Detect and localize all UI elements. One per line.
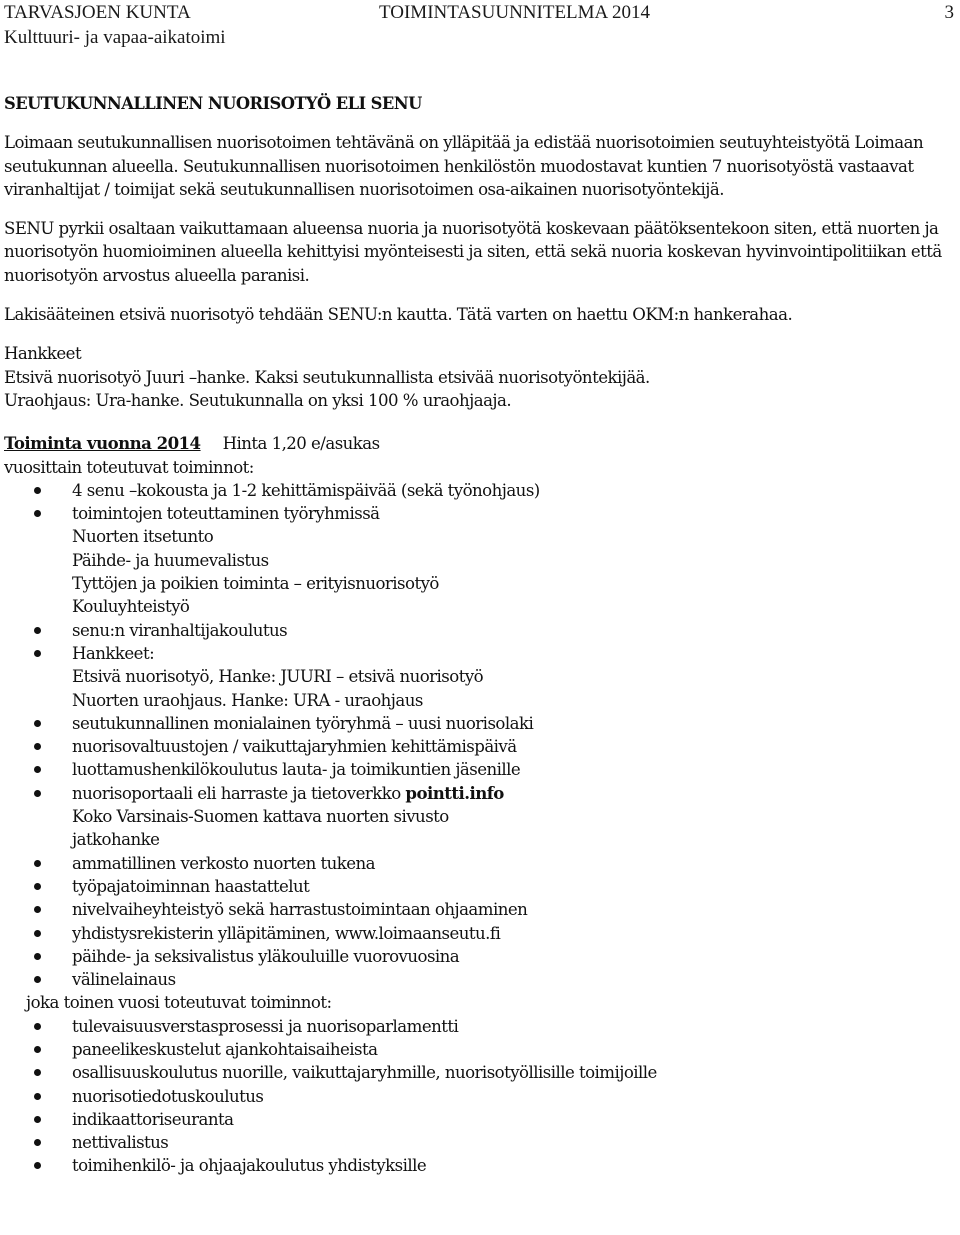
- list-item: nuorisotiedotuskoulutus: [4, 1085, 956, 1108]
- list-item: yhdistysrekisterin ylläpitäminen, www.loimaanseutu.fi: [4, 922, 956, 945]
- list-item: tulevaisuusverstasprosessi ja nuorisoparlamentti: [4, 1015, 956, 1038]
- list-item: indikaattoriseuranta: [4, 1108, 956, 1131]
- list-item: toimintojen toteuttaminen työryhmissä: [4, 502, 956, 525]
- list-item: osallisuuskoulutus nuorille, vaikuttajaryhmille, nuorisotyöllisille toimijoille: [4, 1061, 956, 1084]
- list-item: luottamushenkilökoulutus lauta- ja toimikuntien jäsenille: [4, 758, 956, 781]
- document-body: [4, 92, 956, 1178]
- page-header: [0, 0, 960, 60]
- paragraph-intro: Loimaan seutukunnallisen nuorisotoimen tehtävänä on ylläpitää ja edistää nuorisotoimien seutuyhteistyötä Loimaan seutukunnan alueella. Seutukunnallisen nuorisotoimen henkilöstön muodostavat kuntien 7 nuorisotyöstä vastaavat viranhaltijat / toimijat sekä seutukunnallisen nuorisotoimen osa-aikainen nuorisotyöntekijä.: [4, 133, 924, 199]
- price-label: Hinta 1,20 e/asukas: [222, 434, 380, 454]
- list-item: Etsivä nuorisotyö, Hanke: JUURI – etsivä nuorisotyö: [72, 667, 484, 687]
- list-item: nuorisovaltuustojen / vaikuttajaryhmien kehittämispäivä: [4, 735, 956, 758]
- list-item: Koko Varsinais-Suomen kattava nuorten sivusto: [72, 807, 449, 827]
- list-item: Kouluyhteistyö: [72, 597, 190, 617]
- list-item: 4 senu –kokousta ja 1-2 kehittämispäivää (sekä työnohjaus): [4, 479, 956, 502]
- list-item: seutukunnallinen monialainen työryhmä – uusi nuorisolaki: [4, 712, 956, 735]
- hankkeet-line-juuri: Etsivä nuorisotyö Juuri –hanke. Kaksi seutukunnallista etsivää nuorisotyöntekijää.: [4, 367, 650, 387]
- list-item: nivelvaiheyhteistyö sekä harrastustoimintaan ohjaaminen: [4, 898, 956, 921]
- yearly-activities-list: [4, 479, 956, 782]
- toiminta-heading-line: [4, 432, 956, 455]
- list-item: paneelikeskustelut ajankohtaisaiheista: [4, 1038, 956, 1061]
- list-item: Hankkeet:: [4, 642, 956, 665]
- yearly-label: vuosittain toteutuvat toiminnot:: [4, 457, 254, 477]
- list-item: jatkohanke: [72, 830, 160, 850]
- list-item: Päihde- ja huumevalistus: [72, 550, 269, 570]
- biennial-label: joka toinen vuosi toteutuvat toiminnot:: [26, 993, 332, 1013]
- paragraph-etsiva: Lakisääteinen etsivä nuorisotyö tehdään SENU:n kautta. Tätä varten on haettu OKM:n hankerahaa.: [4, 305, 793, 325]
- list-item: työpajatoiminnan haastattelut: [4, 875, 956, 898]
- list-item: Tyttöjen ja poikien toiminta – erityisnuorisotyö: [72, 574, 439, 594]
- yearly-activities-list-b: [4, 805, 956, 991]
- biennial-activities-list: [4, 1015, 956, 1178]
- hankkeet-label: Hankkeet: [4, 344, 82, 364]
- header-doc-title: TOIMINTASUUNNITELMA 2014: [379, 2, 650, 23]
- list-item: päihde- ja seksivalistus yläkouluille vuorovuosina: [4, 945, 956, 968]
- list-item: Nuorten uraohjaus. Hanke: URA - uraohjaus: [72, 690, 423, 710]
- portal-link[interactable]: pointti.info: [405, 782, 504, 803]
- list-item: nettivalistus: [4, 1131, 956, 1154]
- list-item: toimihenkilö- ja ohjaajakoulutus yhdistyksille: [4, 1154, 956, 1177]
- list-item: välinelainaus: [4, 968, 956, 991]
- paragraph-senu-aims: SENU pyrkii osaltaan vaikuttamaan alueensa nuoria ja nuorisotyötä koskevaan päätöksentekoon siten, että nuorten ja nuorisotyön huomioiminen alueella kehittyisi myönteisesti ja siten, että sekä nuoria koskevan hyvinvointipolitiikan että nuorisotyön arvostus alueella paranisi.: [4, 219, 942, 285]
- list-item: ammatillinen verkosto nuorten tukena: [4, 852, 956, 875]
- hankkeet-line-ura: Uraohjaus: Ura-hanke. Seutukunnalla on yksi 100 % uraohjaaja.: [4, 390, 512, 410]
- list-item: nuorisoportaali eli harraste ja tietoverkko pointti.info: [4, 782, 956, 805]
- toiminta-heading: Toiminta vuonna 2014: [4, 433, 201, 454]
- list-item: Nuorten itsetunto: [72, 527, 214, 547]
- header-org-block: [4, 0, 226, 50]
- page-number: 3: [944, 2, 954, 23]
- header-dept: Kulttuuri- ja vapaa-aikatoimi: [4, 27, 226, 48]
- section-title: SEUTUKUNNALLINEN NUORISOTYÖ ELI SENU: [4, 94, 422, 113]
- list-item: senu:n viranhaltijakoulutus: [4, 619, 956, 642]
- header-org: TARVASJOEN KUNTA: [4, 2, 191, 23]
- portal-item-list: [4, 782, 956, 805]
